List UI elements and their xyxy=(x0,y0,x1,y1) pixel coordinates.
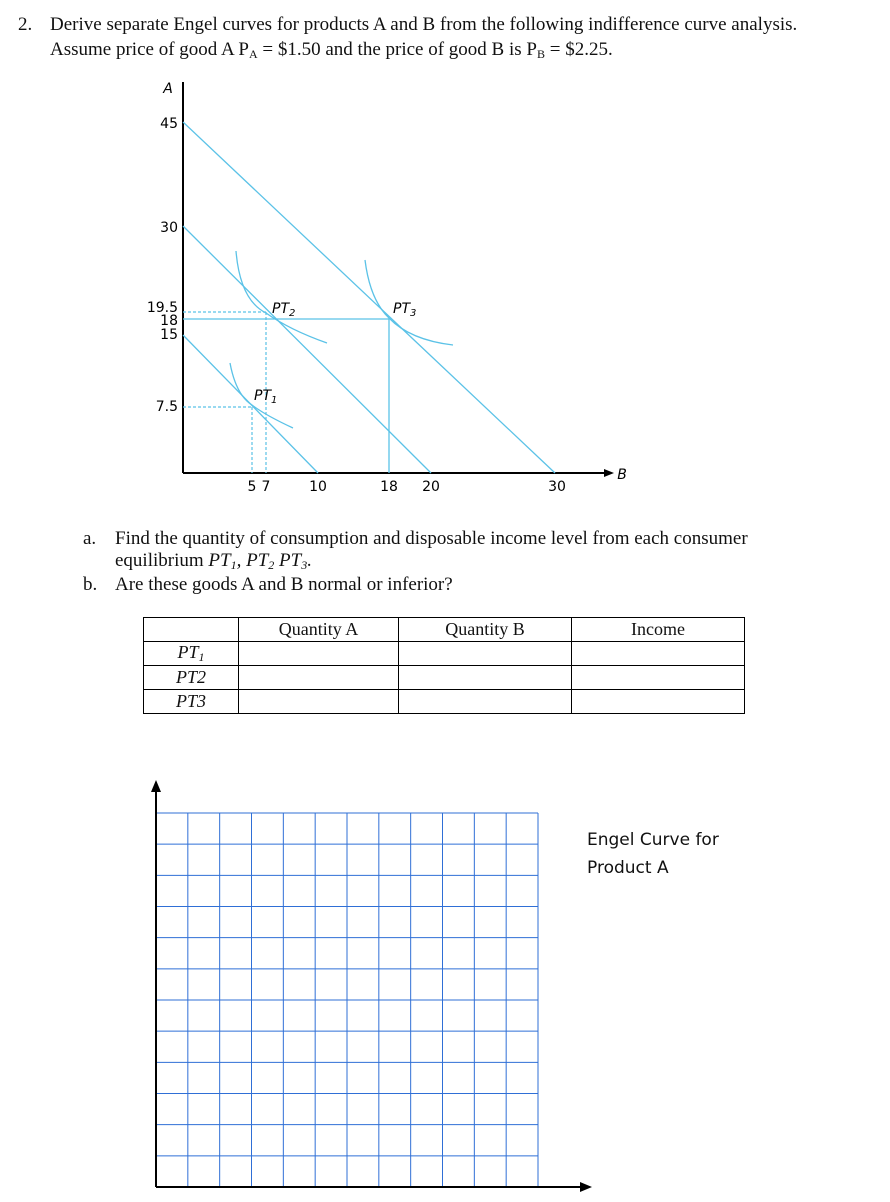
row-label-pt3: PT3 xyxy=(144,690,239,714)
budget-line-mid xyxy=(183,226,431,473)
header-empty xyxy=(144,618,239,642)
cell-pt1-income[interactable] xyxy=(572,642,745,666)
label-pt1: $PT_1$ xyxy=(254,388,278,406)
y-axis-label: A xyxy=(163,81,173,97)
x-tick-20: 20 xyxy=(422,479,440,495)
table-row xyxy=(144,642,745,666)
indifference-curve-pt2 xyxy=(236,251,327,343)
question-a-line2: equilibrium $PT_1$, $PT_2$ $PT_3$. xyxy=(115,550,312,572)
x-tick-30: 30 xyxy=(548,479,566,495)
question-number: 2. xyxy=(18,14,33,35)
x-axis-arrow xyxy=(604,469,614,477)
line2-suffix: = $2.25. xyxy=(544,39,613,60)
engel-label-line1: Engel Curve for xyxy=(587,830,719,850)
y-tick-18: 18 xyxy=(160,313,178,329)
line2-sub-b: B xyxy=(536,47,545,61)
question-text-line1: Derive separate Engel curves for products A and B from the following indifference curve analysis. xyxy=(50,14,798,35)
y-tick-15: 15 xyxy=(160,327,178,343)
engel-x-arrow xyxy=(580,1182,592,1192)
question-b-letter: b. xyxy=(83,574,98,595)
y-tick-7.5: 7.5 xyxy=(155,399,178,415)
table-header-row xyxy=(144,618,745,642)
row-label-pt2: PT2 xyxy=(144,666,239,690)
table-row xyxy=(144,666,745,690)
cell-pt2-quantity-b[interactable] xyxy=(399,666,572,690)
engel-gridlines xyxy=(156,813,538,1187)
engel-label-line2: Product A xyxy=(587,858,669,878)
header-income: Income xyxy=(572,618,745,642)
x-tick-18: 18 xyxy=(380,479,398,495)
question-b-text: Are these goods A and B normal or inferior? xyxy=(115,574,453,595)
line2-mid: = $1.50 and the price of good B is P xyxy=(257,39,537,60)
engel-curve-grid[interactable] xyxy=(140,770,600,1200)
y-tick-19.5: 19.5 xyxy=(146,300,178,316)
label-pt2: $PT_2$ xyxy=(272,301,296,319)
header-quantity-a: Quantity A xyxy=(239,618,399,642)
engel-curve-label xyxy=(587,826,719,882)
question-a-line1: Find the quantity of consumption and disposable income level from each consumer xyxy=(115,528,748,549)
x-tick-7: 7 xyxy=(261,479,271,495)
y-tick-30: 30 xyxy=(160,220,178,236)
table-row xyxy=(144,690,745,714)
cell-pt1-quantity-b[interactable] xyxy=(399,642,572,666)
header-quantity-b: Quantity B xyxy=(399,618,572,642)
budget-line-high xyxy=(183,122,555,473)
cell-pt2-quantity-a[interactable] xyxy=(239,666,399,690)
line2-sub-a: A xyxy=(248,47,258,61)
cell-pt3-quantity-b[interactable] xyxy=(399,690,572,714)
cell-pt3-quantity-a[interactable] xyxy=(239,690,399,714)
cell-pt2-income[interactable] xyxy=(572,666,745,690)
line2-prefix: Assume price of good A P xyxy=(50,39,249,60)
cell-pt3-income[interactable] xyxy=(572,690,745,714)
cell-pt1-quantity-a[interactable] xyxy=(239,642,399,666)
engel-y-arrow xyxy=(151,780,161,792)
answer-table xyxy=(143,617,745,714)
x-axis-label: B xyxy=(617,467,627,483)
indifference-curve-diagram xyxy=(0,0,890,520)
question-a-letter: a. xyxy=(83,528,97,549)
y-tick-45: 45 xyxy=(160,116,178,132)
x-tick-5: 5 xyxy=(247,479,257,495)
x-tick-10: 10 xyxy=(309,479,327,495)
row-label-pt1: $PT_1$ xyxy=(144,642,239,666)
label-pt3: $PT_3$ xyxy=(393,301,417,319)
